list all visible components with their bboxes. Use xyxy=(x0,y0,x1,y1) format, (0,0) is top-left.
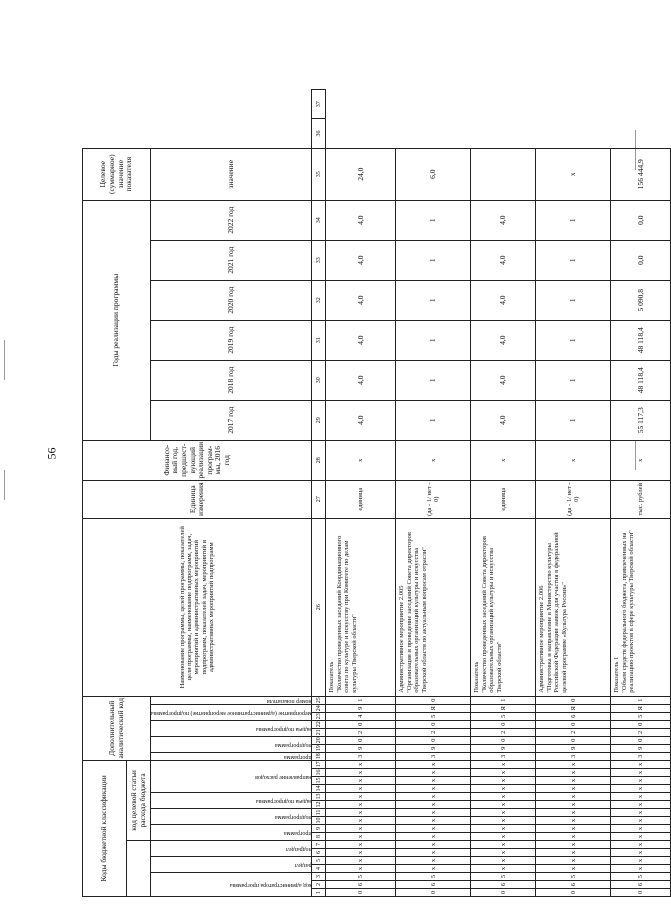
year-header: 2021 год xyxy=(151,240,312,280)
code-cell: 5 xyxy=(536,873,611,881)
code-cell: Я xyxy=(396,704,471,712)
code-cell: 0 xyxy=(326,889,396,897)
budget-code-subheader xyxy=(151,857,312,873)
column-number: 33 xyxy=(312,240,326,280)
code-cell: x xyxy=(536,785,611,793)
code-cell: 5 xyxy=(471,873,536,881)
year-value-cell: 4,0 xyxy=(471,280,536,320)
code-cell: x xyxy=(536,809,611,817)
code-cell: Я xyxy=(536,704,611,712)
code-cell: 0 xyxy=(536,696,611,704)
target-value-cell: x xyxy=(536,148,611,200)
row-description: Показатель 1 "Объем средств федерального бюджета, привлеченных на реализацию проектов в сфере культуры Тверской области" xyxy=(611,518,671,696)
unit-cell: (да - 1/ нет - 0) xyxy=(536,480,611,518)
code-cell: x xyxy=(611,793,671,801)
code-cell: 0 xyxy=(396,696,471,704)
year-value-cell: 4,0 xyxy=(326,320,396,360)
code-cell: x xyxy=(611,849,671,857)
unit-cell: (да - 1/ нет - 0) xyxy=(396,480,471,518)
code-cell: 3 xyxy=(611,752,671,760)
code-cell: x xyxy=(396,793,471,801)
year-value-cell: 5 090,8 xyxy=(611,280,671,320)
program-indicators-table xyxy=(82,89,671,897)
code-cell: 5 xyxy=(396,873,471,881)
year-header: 2018 год xyxy=(151,360,312,400)
year-value-cell: 1 xyxy=(396,400,471,440)
column-number: 29 xyxy=(312,400,326,440)
code-cell: x xyxy=(396,849,471,857)
code-cell: 0 xyxy=(611,736,671,744)
code-cell: 0 xyxy=(471,889,536,897)
column-number: 30 xyxy=(312,360,326,400)
column-number: 37 xyxy=(312,90,326,119)
column-number: 24 xyxy=(312,704,326,712)
extra-code-header: Дополнительный аналитический код xyxy=(83,696,151,760)
vertical-header-label: задача подпрограммы xyxy=(255,797,312,804)
column-number: 6 xyxy=(312,849,326,857)
code-cell: x xyxy=(326,865,396,873)
scan-edge-mark xyxy=(4,340,5,380)
year-value-cell: 4,0 xyxy=(471,320,536,360)
vertical-header-label: программа xyxy=(283,753,312,760)
year-header: 2017 год xyxy=(151,400,312,440)
code-cell: 9 xyxy=(326,744,396,752)
column-number: 10 xyxy=(312,817,326,825)
code-cell: x xyxy=(611,769,671,777)
year-value-cell: 1 xyxy=(396,280,471,320)
code-cell: x xyxy=(326,849,396,857)
year-value-cell: 4,0 xyxy=(326,200,396,240)
code-cell: x xyxy=(611,809,671,817)
code-cell: x xyxy=(471,857,536,865)
budget-code-subheader xyxy=(151,873,312,897)
vertical-header-label: подпрограмма xyxy=(274,741,312,748)
code-cell: x xyxy=(536,769,611,777)
target-value-header: Целевое (суммарное) значение показателя xyxy=(83,148,151,200)
code-cell: x xyxy=(536,760,611,768)
year-value-cell: 4,0 xyxy=(326,280,396,320)
column-number: 1 xyxy=(312,889,326,897)
code-cell: x xyxy=(396,760,471,768)
column-number: 14 xyxy=(312,785,326,793)
column-number: 9 xyxy=(312,825,326,833)
column-number: 32 xyxy=(312,280,326,320)
year-value-cell: 4,0 xyxy=(326,360,396,400)
code-cell: x xyxy=(396,801,471,809)
year-value-cell: 4,0 xyxy=(471,400,536,440)
code-cell: x xyxy=(326,801,396,809)
unit-header: Единица измерения xyxy=(83,480,312,518)
code-cell: 0 xyxy=(471,720,536,728)
code-cell: 0 xyxy=(471,736,536,744)
code-cell: 4 xyxy=(326,712,396,720)
extra-code-subheader xyxy=(151,704,312,720)
table-row xyxy=(536,90,611,897)
fin-year-cell: x xyxy=(326,440,396,480)
column-number: 26 xyxy=(312,518,326,696)
code-cell: x xyxy=(536,817,611,825)
code-cell: x xyxy=(611,760,671,768)
code-cell: 0 xyxy=(611,889,671,897)
code-cell: 0 xyxy=(396,889,471,897)
fin-year-header: Финансо-вый год, предшест-вующий реализации програм-мы, 2016 год xyxy=(83,440,312,480)
budget-codes-header: Коды бюджетной классификации xyxy=(83,760,127,896)
code-cell: Я xyxy=(471,704,536,712)
code-cell: x xyxy=(396,857,471,865)
code-cell: x xyxy=(396,817,471,825)
rotated-table-wrapper xyxy=(82,89,645,897)
code-cell: x xyxy=(611,841,671,849)
code-cell: x xyxy=(611,833,671,841)
year-value-cell: 4,0 xyxy=(471,360,536,400)
year-value-cell: 1 xyxy=(536,320,611,360)
code-cell: 6 xyxy=(326,881,396,889)
column-number: 34 xyxy=(312,200,326,240)
code-cell: 0 xyxy=(326,720,396,728)
code-cell: x xyxy=(536,849,611,857)
code-cell: 3 xyxy=(396,752,471,760)
extra-code-subheader xyxy=(151,736,312,752)
unit-cell: единица xyxy=(471,480,536,518)
code-cell: 5 xyxy=(611,712,671,720)
code-cell: 2 xyxy=(326,728,396,736)
year-value-cell: 1 xyxy=(536,240,611,280)
year-header: 2020 год xyxy=(151,280,312,320)
unit-cell: тыс. рублей xyxy=(611,480,671,518)
column-number: 25 xyxy=(312,696,326,704)
year-value-cell: 1 xyxy=(396,320,471,360)
code-cell: x xyxy=(396,833,471,841)
code-cell: Я xyxy=(611,704,671,712)
column-number: 5 xyxy=(312,857,326,865)
code-cell: x xyxy=(536,833,611,841)
year-value-cell: 4,0 xyxy=(326,240,396,280)
code-cell: x xyxy=(471,785,536,793)
code-cell: x xyxy=(536,777,611,785)
code-cell: x xyxy=(396,785,471,793)
fin-year-cell: x xyxy=(396,440,471,480)
budget-code-subheader xyxy=(151,825,312,841)
column-number: 17 xyxy=(312,760,326,768)
code-cell: x xyxy=(471,793,536,801)
budget-code-subheader xyxy=(151,760,312,792)
code-cell: 0 xyxy=(536,736,611,744)
code-cell: 6 xyxy=(396,881,471,889)
code-cell: 6 xyxy=(536,712,611,720)
code-cell: 1 xyxy=(326,696,396,704)
row-description: Административное мероприятие 2.005 "Организация и проведение заседаний Совета директоров образовательных организаций культуры и искусства Тверской области по актуальным вопросам отрасли" xyxy=(396,518,471,696)
code-cell: 6 xyxy=(536,881,611,889)
code-cell: 0 xyxy=(536,720,611,728)
column-number: 12 xyxy=(312,801,326,809)
code-cell: x xyxy=(536,841,611,849)
year-value-cell: 48 118,4 xyxy=(611,320,671,360)
extra-code-subheader xyxy=(151,720,312,736)
code-cell: x xyxy=(536,825,611,833)
code-cell: 9 xyxy=(326,704,396,712)
scan-edge-mark xyxy=(4,470,5,500)
code-cell: x xyxy=(326,760,396,768)
years-group-header: Годы реализации программы xyxy=(83,200,151,440)
year-value-cell: 1 xyxy=(536,360,611,400)
table-row xyxy=(396,90,471,897)
code-cell: 0 xyxy=(396,736,471,744)
code-cell: x xyxy=(471,825,536,833)
code-cell: 0 xyxy=(536,889,611,897)
code-cell: x xyxy=(611,801,671,809)
code-cell: x xyxy=(326,825,396,833)
code-cell: x xyxy=(396,777,471,785)
code-cell: 3 xyxy=(536,752,611,760)
column-number: 22 xyxy=(312,720,326,728)
column-number: 4 xyxy=(312,865,326,873)
code-cell: x xyxy=(326,857,396,865)
blank-header-cell xyxy=(127,841,151,897)
page-number: 56 xyxy=(44,447,59,460)
name-header: Наименование программы, целей программы, показателей цели программы, наименование подпрограмм, задач, мероприятий и административных мероприятий подпрограмм, показателей задач, мероприятий и административных мероприятий подпрограмм xyxy=(83,518,312,696)
code-cell: x xyxy=(611,777,671,785)
column-number: 27 xyxy=(312,480,326,518)
column-number: 3 xyxy=(312,873,326,881)
vertical-header-label: программа xyxy=(283,829,312,836)
code-cell: 9 xyxy=(611,744,671,752)
column-number: 21 xyxy=(312,728,326,736)
code-cell: 0 xyxy=(326,736,396,744)
year-value-cell: 0,0 xyxy=(611,240,671,280)
value-word-header: значение xyxy=(151,148,312,200)
code-cell: x xyxy=(611,857,671,865)
budget-code-subheader xyxy=(151,793,312,809)
code-cell: x xyxy=(471,865,536,873)
code-cell: x xyxy=(536,857,611,865)
row-description: Административное мероприятие 2.006 "Подготовка и направление в Министерство культуры Российской Федерации заявок для участия в федеральной целевой программе «Культура России»" xyxy=(536,518,611,696)
code-cell: 5 xyxy=(611,873,671,881)
code-cell: 5 xyxy=(471,712,536,720)
code-cell: 2 xyxy=(611,728,671,736)
code-cell: 9 xyxy=(396,744,471,752)
year-value-cell: 4,0 xyxy=(326,400,396,440)
year-value-cell: 4,0 xyxy=(471,200,536,240)
code-cell: x xyxy=(326,841,396,849)
vertical-header-label: номер показателя xyxy=(266,697,312,704)
year-value-cell: 55 117,3 xyxy=(611,400,671,440)
column-number: 20 xyxy=(312,736,326,744)
column-number: 16 xyxy=(312,769,326,777)
year-value-cell: 1 xyxy=(536,400,611,440)
fin-year-cell: x xyxy=(471,440,536,480)
code-cell: x xyxy=(611,825,671,833)
vertical-header-label: направление расходов xyxy=(255,773,312,780)
code-cell: 6 xyxy=(471,881,536,889)
column-number: 19 xyxy=(312,744,326,752)
year-value-cell: 1 xyxy=(536,280,611,320)
column-number: 36 xyxy=(312,119,326,148)
target-value-cell: 6,0 xyxy=(396,148,471,200)
code-cell: x xyxy=(326,769,396,777)
year-header: 2019 год xyxy=(151,320,312,360)
column-number: 35 xyxy=(312,148,326,200)
year-header: 2022 год xyxy=(151,200,312,240)
extra-code-subheader xyxy=(151,696,312,704)
code-cell: 3 xyxy=(471,752,536,760)
table-row xyxy=(326,90,396,897)
code-cell: x xyxy=(326,817,396,825)
code-cell: x xyxy=(471,777,536,785)
row-description: Показатель "Количество проведенных заседаний Совета директоров образовательных организаций культуры и искусства Тверской области" xyxy=(471,518,536,696)
code-cell: x xyxy=(471,809,536,817)
year-value-cell: 4,0 xyxy=(471,240,536,280)
code-cell: x xyxy=(396,825,471,833)
vertical-header-label: мероприятие (административное мероприятие) подпрограммы xyxy=(151,709,312,716)
code-cell: x xyxy=(326,809,396,817)
code-cell: 1 xyxy=(611,696,671,704)
vertical-header-label: подраздел xyxy=(285,845,312,852)
code-cell: x xyxy=(471,817,536,825)
code-cell: x xyxy=(611,865,671,873)
column-number: 28 xyxy=(312,440,326,480)
code-cell: 0 xyxy=(611,720,671,728)
code-cell: 9 xyxy=(471,744,536,752)
year-value-cell: 1 xyxy=(396,360,471,400)
year-value-cell: 1 xyxy=(536,200,611,240)
column-number: 7 xyxy=(312,841,326,849)
target-article-header: код целевой статьи расхода бюджета xyxy=(127,760,151,840)
code-cell: x xyxy=(471,760,536,768)
code-cell: x xyxy=(471,769,536,777)
target-value-cell xyxy=(471,148,536,200)
code-cell: x xyxy=(396,841,471,849)
code-cell: x xyxy=(611,817,671,825)
code-cell: x xyxy=(326,785,396,793)
code-cell: 2 xyxy=(536,728,611,736)
code-cell: 5 xyxy=(396,712,471,720)
fin-year-cell: x xyxy=(536,440,611,480)
column-number: 15 xyxy=(312,777,326,785)
code-cell: 2 xyxy=(471,728,536,736)
code-cell: 5 xyxy=(326,873,396,881)
year-value-cell: 0,0 xyxy=(611,200,671,240)
code-cell: x xyxy=(396,809,471,817)
code-cell: x xyxy=(471,833,536,841)
code-cell: x xyxy=(326,833,396,841)
code-cell: x xyxy=(536,793,611,801)
code-cell: x xyxy=(611,785,671,793)
year-value-cell: 48 118,4 xyxy=(611,360,671,400)
column-number: 13 xyxy=(312,793,326,801)
code-cell: x xyxy=(326,793,396,801)
code-cell: x xyxy=(396,865,471,873)
budget-code-subheader xyxy=(151,809,312,825)
unit-cell: единица xyxy=(326,480,396,518)
year-value-cell: 1 xyxy=(396,240,471,280)
table-row xyxy=(611,90,671,897)
table-row xyxy=(471,90,536,897)
code-cell: 3 xyxy=(326,752,396,760)
code-cell: 2 xyxy=(396,728,471,736)
code-cell: x xyxy=(471,841,536,849)
code-cell: 9 xyxy=(536,744,611,752)
fin-year-cell: x xyxy=(611,440,671,480)
vertical-header-label: раздел xyxy=(294,861,312,868)
code-cell: 0 xyxy=(396,720,471,728)
code-cell: 6 xyxy=(611,881,671,889)
row-description: Показатель "Количество проведенных заседаний Координационного совета по культуре и искусству при Комитете по делам культуры Тверской области" xyxy=(326,518,396,696)
column-number: 18 xyxy=(312,752,326,760)
code-cell: x xyxy=(471,801,536,809)
code-cell: x xyxy=(536,801,611,809)
code-cell: x xyxy=(471,849,536,857)
column-number: 8 xyxy=(312,833,326,841)
vertical-header-label: код администратора программы xyxy=(229,881,312,888)
code-cell: x xyxy=(396,769,471,777)
code-cell: x xyxy=(326,777,396,785)
vertical-header-label: задача подпрограммы xyxy=(255,725,312,732)
code-cell: 1 xyxy=(471,696,536,704)
column-number: 31 xyxy=(312,320,326,360)
target-value-cell: 156 444,9 xyxy=(611,148,671,200)
column-number: 11 xyxy=(312,809,326,817)
column-number: 2 xyxy=(312,881,326,889)
vertical-header-label: подпрограмма xyxy=(274,813,312,820)
year-value-cell: 1 xyxy=(396,200,471,240)
budget-code-subheader xyxy=(151,841,312,857)
column-number: 23 xyxy=(312,712,326,720)
target-value-cell: 24,0 xyxy=(326,148,396,200)
code-cell: x xyxy=(536,865,611,873)
extra-code-subheader xyxy=(151,752,312,760)
